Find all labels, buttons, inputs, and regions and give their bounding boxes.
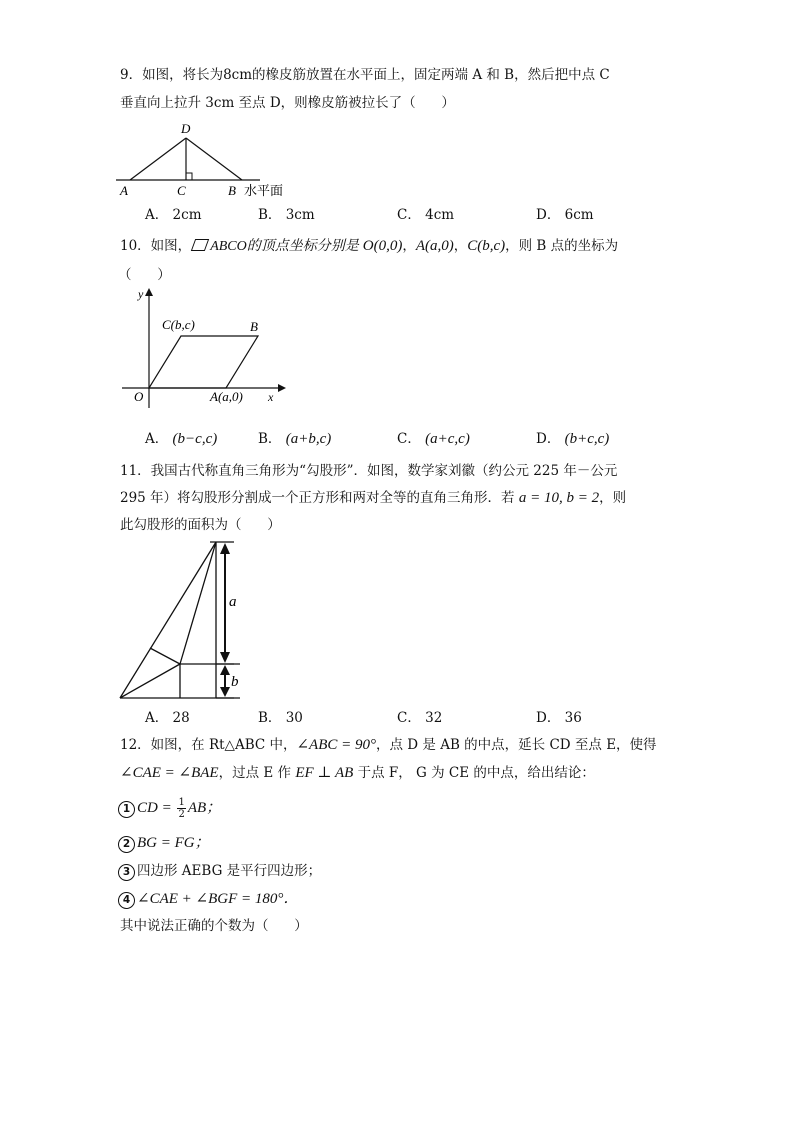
q11-option-d: D． 36 [536, 710, 582, 726]
q10-parallelogram [149, 336, 258, 388]
q11-text-line2: 295 年）将勾股形分割成一个正方形和两对全等的直角三角形．若 a = 10, b = 2，则 [120, 490, 627, 506]
parallelogram-symbol-icon [191, 239, 209, 251]
q11-label-a: a [229, 594, 237, 610]
q11-hypotenuse [120, 542, 216, 698]
q9-segment-DB [186, 138, 242, 180]
circled-2-icon: 2 [118, 836, 135, 853]
q9-label-B: B [228, 183, 236, 198]
q9-label-D: D [181, 121, 191, 136]
q11-option-b: B． 30 [258, 710, 303, 726]
q9-text-line2: 垂直向上拉升 3cm 至点 D，则橡皮筋被拉长了（ ） [120, 95, 455, 111]
q10-label-O: O [134, 389, 144, 404]
q11-bisector-bottom [120, 664, 180, 698]
q11-bisector-top [180, 542, 216, 664]
q10-x-axis-arrow [278, 384, 286, 392]
q11-text-line1: 11．我国古代称直角三角形为“勾股形”．如图，数学家刘徽（约公元 225 年－公元 [120, 463, 618, 479]
q10-option-c: C． (a+c,c) [397, 431, 470, 447]
q10-label-A: A(a,0) [210, 389, 243, 404]
q9-option-d: D． 6cm [536, 207, 594, 223]
q12-conclusion-3: 3 四边形 AEBG 是平行四边形； [118, 862, 321, 881]
q10-y-axis-arrow [145, 288, 153, 296]
q12-conclusion-2: 2 BG = FG； [118, 834, 210, 853]
q12-question-prompt: 其中说法正确的个数为（ ） [120, 918, 308, 934]
q9-segment-DA [130, 138, 186, 180]
q10-option-d: D． (b+c,c) [536, 431, 610, 447]
q10-text-line1: 10．如图， ABCO的顶点坐标分别是 O(0,0)，A(a,0)，C(b,c)，则 B 点的坐标为 [120, 238, 619, 254]
q10-label-B: B [250, 319, 258, 334]
q9-label-A: A [120, 183, 128, 198]
q10-option-a: A． (b−c,c) [145, 431, 218, 447]
q9-option-a: A． 2cm [145, 207, 202, 223]
circled-1-icon: 1 [118, 801, 135, 818]
fraction-one-half: $\frac{1}{2}$ [178, 797, 185, 820]
q11-figure [112, 536, 262, 706]
q10-label-x: x [268, 390, 274, 404]
q10-label-y: y [138, 287, 144, 301]
q9-figure [110, 118, 310, 200]
q12-conclusion-4: 4 ∠CAE + ∠BGF = 180°． [118, 890, 298, 909]
q11-arrow-a-down [220, 652, 230, 663]
circled-4-icon: 4 [118, 892, 135, 909]
q9-label-surface: 水平面 [244, 184, 284, 199]
q10-text-line2: （ ） [118, 267, 171, 283]
q12-conclusion-1: 1 CD = $\frac{1}{2}$ AB； [118, 797, 221, 820]
q11-arrow-b-up [220, 665, 230, 675]
q11-perpendicular [150, 648, 180, 664]
q11-arrow-a-up [220, 543, 230, 554]
circled-3-icon: 3 [118, 864, 135, 881]
q9-option-c: C． 4cm [397, 207, 455, 223]
q9-option-b: B． 3cm [258, 207, 315, 223]
q10-option-b: B． (a+b,c) [258, 431, 332, 447]
q9-label-C: C [177, 183, 186, 198]
q12-text-line1: 12．如图，在 Rt△ABC 中，∠ABC = 90°，点 D 是 AB 的中点，延长 CD 至点 E，使得 [120, 737, 657, 753]
q11-option-a: A． 28 [145, 710, 190, 726]
q11-label-b: b [231, 674, 239, 690]
q9-right-angle-mark [186, 173, 192, 180]
q12-text-line2: ∠CAE = ∠BAE，过点 E 作 EF ⊥ AB 于点 F， G 为 CE 的中点，给出结论： [120, 765, 595, 781]
q11-option-c: C． 32 [397, 710, 443, 726]
q10-figure [118, 284, 288, 412]
q9-text-line1: 9．如图，将长为8cm的橡皮筋放置在水平面上，固定两端 A 和 B，然后把中点 C [120, 67, 610, 83]
q10-label-C: C(b,c) [162, 317, 195, 332]
q11-arrow-b-down [220, 687, 230, 697]
q11-text-line3: 此勾股形的面积为（ ） [120, 517, 281, 533]
